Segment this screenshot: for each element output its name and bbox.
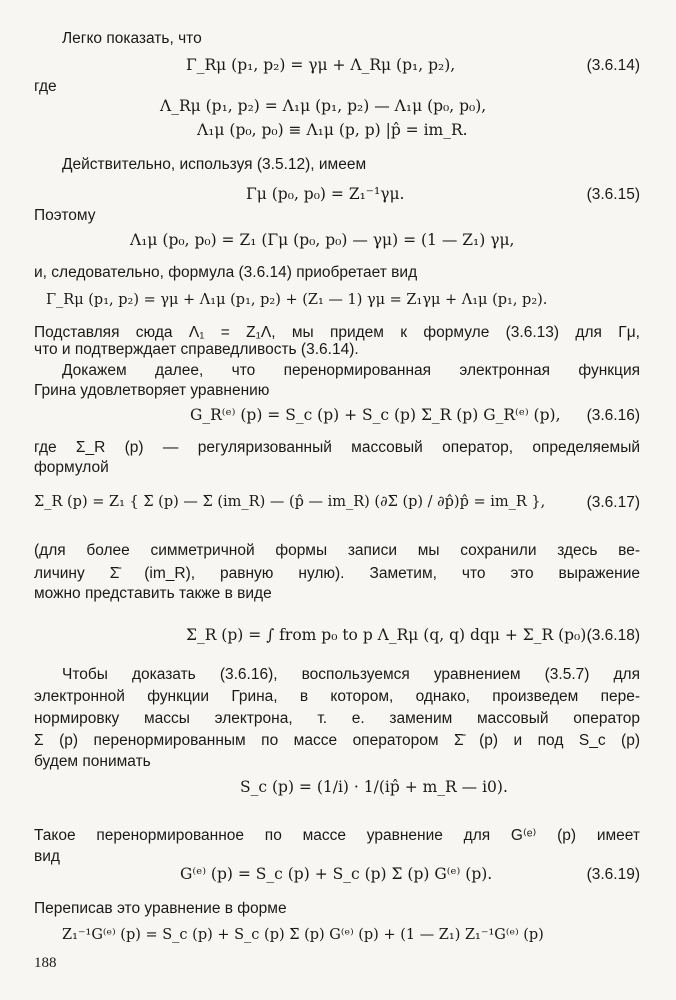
text-line: (для более симметричной формы записи мы сохранили здесь ве- xyxy=(34,542,640,559)
text-line: вид xyxy=(34,848,60,865)
text-line: Действительно, используя (3.5.12), имеем xyxy=(62,156,367,173)
equation: Λ_Rμ (p₁, p₂) = Λ₁μ (p₁, p₂) — Λ₁μ (p₀, p₀), xyxy=(160,97,487,115)
text-line: личину Σ̄ (im_R), равную нулю). Заметим, что это выражение xyxy=(34,565,640,582)
equation: Γ_Rμ (p₁, p₂) = γμ + Λ₁μ (p₁, p₂) + (Z₁ — 1) γμ = Z₁γμ + Λ₁μ (p₁, p₂). xyxy=(46,292,548,308)
text-line: Такое перенормированное по массе уравнение для G⁽ᵉ⁾ (p) имеет xyxy=(34,827,640,844)
page-number: 188 xyxy=(34,955,57,971)
text-line: нормировку массы электрона, т. е. заменим массовый оператор xyxy=(34,710,640,727)
equation-3-6-15: Γμ (p₀, p₀) = Z₁⁻¹γμ. xyxy=(246,185,405,203)
equation-3-6-19: G⁽ᵉ⁾ (p) = S_c (p) + S_c (p) Σ̄ (p) G⁽ᵉ⁾ (p). xyxy=(180,865,493,883)
equation: Λ₁μ (p₀, p₀) ≡ Λ₁μ (p, p) |p̂ = im_R. xyxy=(197,121,468,139)
text-line: Докажем далее, что перенормированная электронная функция xyxy=(62,362,640,379)
equation-3-6-18: Σ_R (p) = ∫ from p₀ to p Λ_Rμ (q, q) dqμ + Σ_R (p₀). xyxy=(186,626,592,644)
text-line: где xyxy=(34,78,57,95)
equation-number: (3.6.16) xyxy=(586,407,640,424)
text-line: Легко показать, что xyxy=(62,30,202,47)
equation-3-6-16: G_R⁽ᵉ⁾ (p) = S_c (p) + S_c (p) Σ_R (p) G_R⁽ᵉ⁾ (p), xyxy=(190,406,561,424)
text-line: Подставляя сюда Λ₁ = Z₁Λ, мы придем к формуле (3.6.13) для Γμ, xyxy=(34,324,640,341)
equation: Z₁⁻¹G⁽ᵉ⁾ (p) = S_c (p) + S_c (p) Σ̄ (p) G⁽ᵉ⁾ (p) + (1 — Z₁) Z₁⁻¹G⁽ᵉ⁾ (p) xyxy=(62,927,544,943)
text-line: Чтобы доказать (3.6.16), воспользуемся уравнением (3.5.7) для xyxy=(62,666,640,683)
text-line: можно представить также в виде xyxy=(34,585,272,602)
equation-number: (3.6.17) xyxy=(586,494,640,511)
equation-number: (3.6.14) xyxy=(586,57,640,74)
equation: S_c (p) = (1/i) · 1/(ip̂ + m_R — i0). xyxy=(240,778,508,796)
text-line: электронной функции Грина, в котором, однако, произведем пере- xyxy=(34,688,640,705)
equation-number: (3.6.19) xyxy=(586,866,640,883)
text-line: Грина удовлетворяет уравнению xyxy=(34,382,270,399)
text-line: Поэтому xyxy=(34,207,96,224)
equation-number: (3.6.18) xyxy=(586,627,640,644)
text-line: и, следовательно, формула (3.6.14) приобретает вид xyxy=(34,264,418,281)
text-line: будем понимать xyxy=(34,753,151,770)
text-line: где Σ_R (p) — регуляризованный массовый оператор, определяемый xyxy=(34,439,640,456)
text-line: формулой xyxy=(34,459,109,476)
equation-3-6-17: Σ_R (p) = Z₁ { Σ̄ (p) — Σ̄ (im_R) — (p̂ — im_R) (∂Σ̄ (p) / ∂p̂)p̂ = im_R }, xyxy=(34,494,546,510)
equation: Λ₁μ (p₀, p₀) = Z₁ (Γμ (p₀, p₀) — γμ) = (1 — Z₁) γμ, xyxy=(130,231,515,249)
text-line: Переписав это уравнение в форме xyxy=(34,900,287,917)
equation-3-6-14: Γ_Rμ (p₁, p₂) = γμ + Λ_Rμ (p₁, p₂), xyxy=(186,56,456,74)
equation-number: (3.6.15) xyxy=(586,186,640,203)
text-line: Σ (p) перенормированным по массе оператором Σ̄ (p) и под S_c (p) xyxy=(34,732,640,749)
text-line: что и подтверждает справедливость (3.6.14). xyxy=(34,341,359,358)
